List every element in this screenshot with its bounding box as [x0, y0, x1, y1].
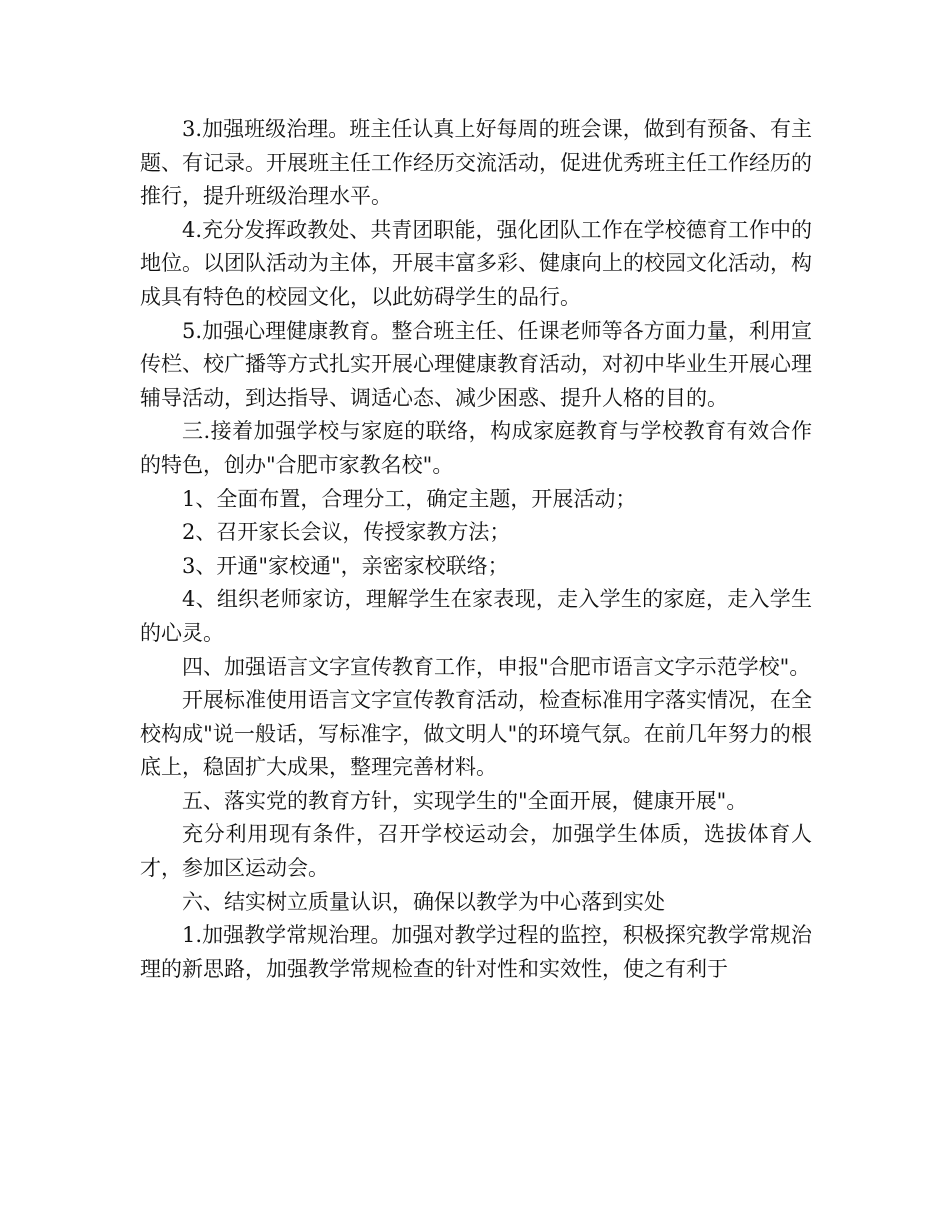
- paragraph-language-heading: 四、加强语言文字宣传教育工作，申报"合肥市语言文字示范学校"。: [182, 654, 811, 679]
- paragraph-language-body: 开展标准使用语言文字宣传教育活动，检查标准用字落实情况，在全校构成"说一般话，写标准字，做文明人"的环境气氛。在前几年努力的根底上，稳固扩大成果，整理完善材料。: [140, 688, 812, 780]
- paragraph-class-management: 3.加强班级治理。班主任认真上好每周的班会课，做到有预备、有主题、有记录。开展班主任工作经历交流活动，促进优秀班主任工作经历的推行，提升班级治理水平。: [140, 117, 812, 209]
- paragraph-list-item-3: 3、开通"家校通"，亲密家校联络；: [182, 553, 509, 578]
- paragraph-youth-league: 4.充分发挥政教处、共青团职能，强化团队工作在学校德育工作中的地位。以团队活动为主体，开展丰富多彩、健康向上的校园文化活动，构成具有特色的校园文化，以此妨碍学生的品行。: [140, 217, 812, 309]
- paragraph-home-school-heading: 三.接着加强学校与家庭的联络，构成家庭教育与学校教育有效合作的特色，创办"合肥市家教名校"。: [140, 419, 812, 477]
- document-body: [140, 113, 812, 986]
- paragraph-list-item-1: 1、全面布置，合理分工，确定主题，开展活动；: [182, 486, 637, 511]
- paragraph-list-item-2: 2、召开家长会议，传授家教方法；: [182, 520, 511, 545]
- paragraph-sports-meet: 充分利用现有条件，召开学校运动会，加强学生体质，选拔体育人才，参加区运动会。: [140, 822, 812, 881]
- paragraph-quality-heading: 六、结实树立质量认识，确保以教学为中心落到实处: [182, 889, 665, 914]
- paragraph-mental-health: 5.加强心理健康教育。整合班主任、任课老师等各方面力量，利用宣传栏、校广播等方式扎实开展心理健康教育活动，对初中毕业生开展心理辅导活动，到达指导、调适心态、减少困惑、提升人格的目的。: [140, 318, 812, 410]
- paragraph-teaching-routine: 1.加强教学常规治理。加强对教学过程的监控，积极探究教学常规治理的新思路，加强教学常规检查的针对性和实效性，使之有利于: [140, 923, 812, 981]
- paragraph-list-item-4: 4、组织老师家访，理解学生在家表现，走入学生的家庭，走入学生的心灵。: [140, 587, 812, 645]
- paragraph-education-policy-heading: 五、落实党的教育方针，实现学生的"全面开展，健康开展"。: [182, 788, 748, 813]
